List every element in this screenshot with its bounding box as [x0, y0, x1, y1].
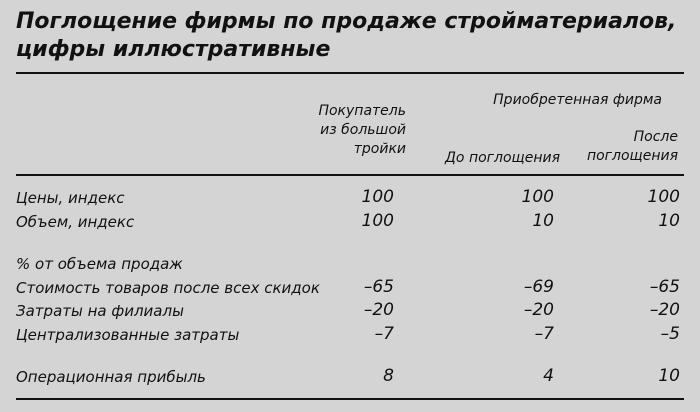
top-rule	[16, 72, 684, 74]
row-prices-buyer: 100	[361, 187, 394, 207]
header-buyer	[300, 102, 406, 159]
row-branch-label: Затраты на филиалы	[16, 302, 184, 320]
header-rule	[16, 174, 684, 176]
row-profit-before: 4	[543, 366, 554, 386]
row-central-buyer: –7	[374, 324, 394, 344]
header-after-line-1: После	[633, 129, 678, 145]
row-prices-before: 100	[521, 187, 554, 207]
row-branch-buyer: –20	[363, 300, 394, 320]
row-profit-label: Операционная прибыль	[16, 368, 206, 386]
table-title	[16, 8, 686, 64]
section-percent-of-sales: % от объема продаж	[16, 255, 183, 273]
row-central-before: –7	[534, 324, 554, 344]
row-volume-buyer: 100	[361, 211, 394, 231]
row-central-label: Централизованные затраты	[16, 326, 240, 344]
header-after-line-2: поглощения	[586, 148, 678, 164]
row-volume-label: Объем, индекс	[16, 213, 135, 231]
title-line-1: Поглощение фирмы по продаже стройматериалов,	[16, 9, 677, 34]
header-acquired-group: Приобретенная фирма	[493, 92, 662, 108]
row-central-after: –5	[660, 324, 680, 344]
row-prices-after: 100	[647, 187, 680, 207]
row-cogs-buyer: –65	[363, 277, 394, 297]
header-buyer-line-3: тройки	[353, 141, 406, 157]
row-cogs-after: –65	[649, 277, 680, 297]
row-branch-before: –20	[523, 300, 554, 320]
header-buyer-line-2: из большой	[320, 122, 406, 138]
row-branch-after: –20	[649, 300, 680, 320]
row-profit-after: 10	[658, 366, 680, 386]
row-prices-label: Цены, индекс	[16, 189, 125, 207]
header-before: До поглощения	[444, 150, 560, 166]
row-volume-after: 10	[658, 211, 680, 231]
header-buyer-line-1: Покупатель	[318, 103, 406, 119]
row-volume-before: 10	[532, 211, 554, 231]
header-after	[570, 128, 678, 166]
row-profit-buyer: 8	[383, 366, 394, 386]
row-cogs-label: Стоимость товаров после всех скидок	[16, 279, 320, 297]
bottom-rule	[16, 398, 684, 400]
title-line-2: цифры иллюстративные	[16, 37, 331, 62]
row-cogs-before: –69	[523, 277, 554, 297]
